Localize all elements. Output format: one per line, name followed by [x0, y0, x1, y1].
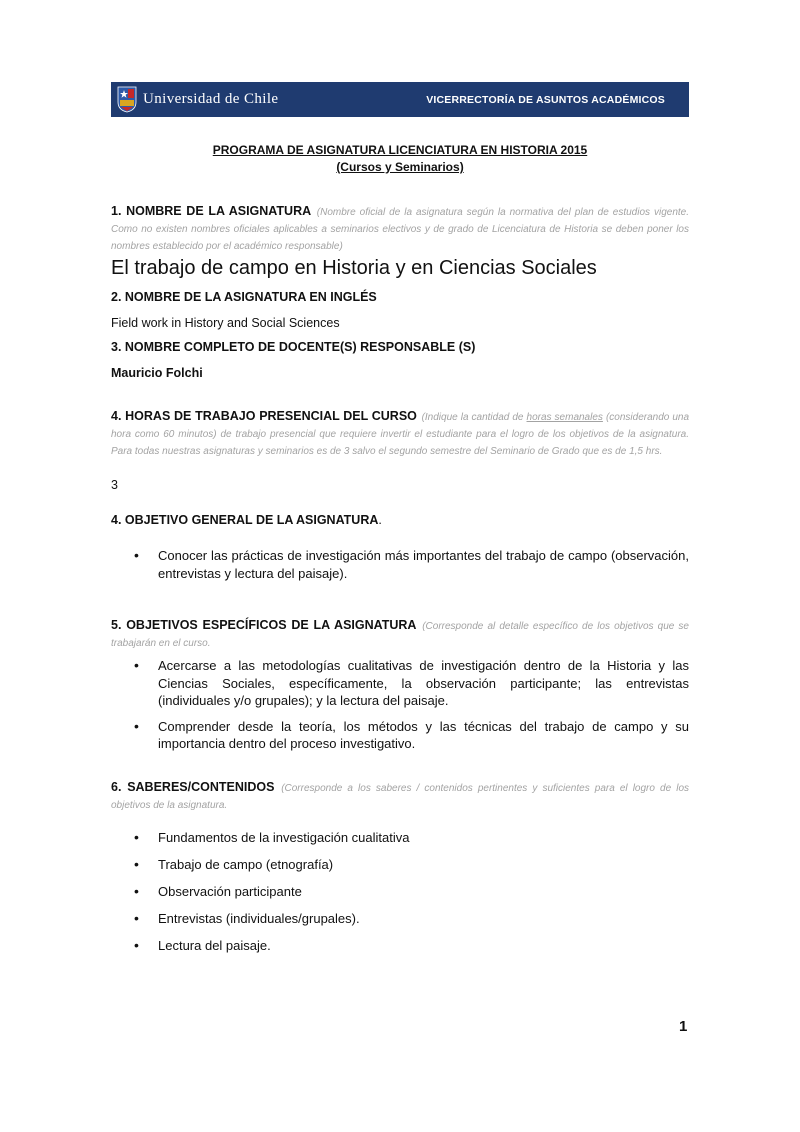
- instructor-name: Mauricio Folchi: [111, 366, 203, 380]
- section-5: [111, 617, 689, 651]
- course-name-english: Field work in History and Social Sciences: [111, 316, 340, 330]
- list-item: • Entrevistas (individuales/grupales).: [111, 910, 689, 928]
- university-logo: [117, 86, 278, 113]
- general-objective-list: [111, 547, 689, 582]
- university-crest-icon: [117, 86, 137, 113]
- section-4-heading: 4. HORAS DE TRABAJO PRESENCIAL DEL CURSO: [111, 409, 417, 423]
- section-3-heading: 3. NOMBRE COMPLETO DE DOCENTE(S) RESPONSABLE (S): [111, 340, 476, 354]
- list-item: • Observación participante: [111, 883, 689, 901]
- contents-list: [111, 829, 689, 955]
- section-5-heading: 5. OBJETIVOS ESPECÍFICOS DE LA ASIGNATURA: [111, 618, 417, 632]
- section-5-hint: (Corresponde al detalle específico de los objetivos que se trabajarán en el curso.: [111, 621, 689, 649]
- section-6: [111, 779, 689, 813]
- list-item: • Acercarse a las metodologías cualitativas de investigación dentro de la Historia y las Ciencias Sociales, específicamente, la observación participante; las entrevistas (individuales y/o grupales); y la lectura del paisaje.: [111, 657, 689, 710]
- section-4-hint: (Indique la cantidad de horas semanales (considerando una hora como 60 minutos) de trabajo presencial que requiere invertir el estudiante para el logro de los objetivos de la asignatura. Para todas nuestras asignaturas y seminarios es de 3 salvo el segundo semestre del Seminario de Grado que es de 1,5 hrs.: [111, 412, 690, 457]
- general-objective-heading: 4. OBJETIVO GENERAL DE LA ASIGNATURA.: [111, 513, 382, 527]
- list-item: • Trabajo de campo (etnografía): [111, 856, 689, 874]
- list-item: • Fundamentos de la investigación cualitativa: [111, 829, 689, 847]
- course-name: El trabajo de campo en Historia y en Ciencias Sociales: [111, 257, 597, 279]
- list-item: • Conocer las prácticas de investigación más importantes del trabajo de campo (observación, entrevistas y lectura del paisaje).: [111, 547, 689, 582]
- specific-objectives-list: [111, 657, 689, 753]
- section-1-hint: (Nombre oficial de la asignatura según la normativa del plan de estudios vigente. Como no existen nombres oficiales aplicables a seminarios electivos y de grado de Licenciatura de Historia se deben poner los nombres establecido por el académico responsable): [111, 207, 689, 252]
- section-1: [111, 203, 689, 254]
- list-item: • Lectura del paisaje.: [111, 937, 689, 955]
- vicerrectoria-label: VICERRECTORÍA DE ASUNTOS ACADÉMICOS: [426, 93, 665, 106]
- list-item: • Comprender desde la teoría, los métodos y las técnicas del trabajo de campo y su importancia dentro del proceso investigativo.: [111, 718, 689, 753]
- section-4-hours: [111, 408, 689, 459]
- document-subtitle: (Cursos y Seminarios): [336, 160, 464, 174]
- document-title: PROGRAMA DE ASIGNATURA LICENCIATURA EN HISTORIA 2015: [212, 143, 588, 157]
- section-2-heading: 2. NOMBRE DE LA ASIGNATURA EN INGLÉS: [111, 290, 377, 304]
- header-banner: [111, 82, 689, 117]
- section-6-hint: (Corresponde a los saberes / contenidos pertinentes y suficientes para el logro de los objetivos de la asignatura.: [111, 783, 689, 811]
- hours-value: 3: [111, 478, 118, 492]
- university-name: Universidad de Chile: [143, 91, 279, 107]
- section-1-heading: 1. NOMBRE DE LA ASIGNATURA: [111, 204, 312, 218]
- section-6-heading: 6. SABERES/CONTENIDOS: [111, 780, 275, 794]
- page-number: 1: [679, 1018, 688, 1035]
